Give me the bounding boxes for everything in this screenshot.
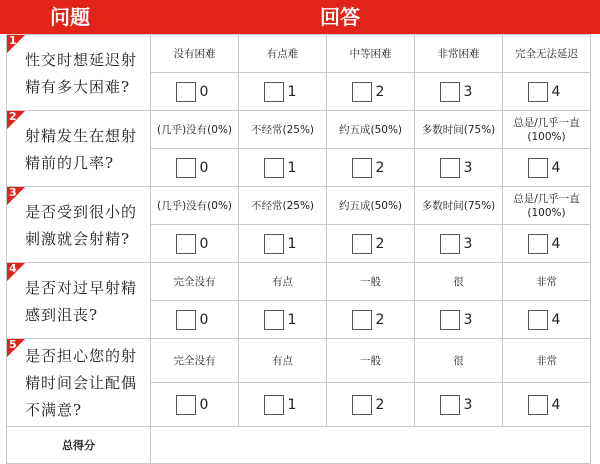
question-cell bbox=[7, 35, 151, 111]
option-checkbox[interactable] bbox=[440, 234, 460, 254]
option-checkbox[interactable] bbox=[264, 395, 284, 415]
option-checkbox-cell bbox=[239, 73, 327, 111]
option-checkbox[interactable] bbox=[528, 82, 548, 102]
option-label: 一般 bbox=[327, 263, 415, 301]
option-label: 一般 bbox=[327, 339, 415, 383]
option-checkbox-cell bbox=[415, 73, 503, 111]
option-checkbox-cell bbox=[503, 301, 591, 339]
option-label: 不经常(25%) bbox=[239, 111, 327, 149]
option-checkbox-cell bbox=[503, 225, 591, 263]
question-text: 是否受到很小的刺激就会射精? bbox=[25, 202, 138, 248]
option-checkbox[interactable] bbox=[264, 158, 284, 178]
option-checkbox[interactable] bbox=[176, 234, 196, 254]
option-checkbox-cell bbox=[415, 383, 503, 427]
option-checkbox-cell bbox=[151, 225, 239, 263]
option-label: 完全无法延迟 bbox=[503, 35, 591, 73]
option-checkbox[interactable] bbox=[352, 82, 372, 102]
option-checkbox-cell bbox=[503, 383, 591, 427]
question-row-labels bbox=[7, 263, 591, 301]
option-score: 1 bbox=[287, 83, 297, 100]
option-label: 中等困难 bbox=[327, 35, 415, 73]
header-answer: 回答 bbox=[320, 5, 360, 29]
question-cell bbox=[7, 111, 151, 187]
option-checkbox[interactable] bbox=[176, 395, 196, 415]
option-score: 2 bbox=[375, 235, 385, 252]
option-checkbox-cell bbox=[239, 301, 327, 339]
option-score: 2 bbox=[375, 159, 385, 176]
option-checkbox[interactable] bbox=[352, 395, 372, 415]
option-label: 没有困难 bbox=[151, 35, 239, 73]
option-score: 3 bbox=[463, 396, 473, 413]
option-score: 4 bbox=[551, 235, 561, 252]
option-checkbox-cell bbox=[503, 73, 591, 111]
option-label: 有点难 bbox=[239, 35, 327, 73]
option-checkbox[interactable] bbox=[176, 82, 196, 102]
option-label: (几乎)没有(0%) bbox=[151, 187, 239, 225]
option-checkbox-cell bbox=[327, 225, 415, 263]
option-label: 很 bbox=[415, 263, 503, 301]
option-checkbox[interactable] bbox=[176, 158, 196, 178]
question-row-labels bbox=[7, 35, 591, 73]
option-checkbox[interactable] bbox=[352, 310, 372, 330]
question-number: 5 bbox=[9, 338, 17, 351]
option-label: 完全没有 bbox=[151, 339, 239, 383]
option-label: 完全没有 bbox=[151, 263, 239, 301]
option-label: 非常困难 bbox=[415, 35, 503, 73]
option-checkbox-cell bbox=[415, 225, 503, 263]
total-score-row bbox=[7, 427, 591, 464]
option-checkbox[interactable] bbox=[264, 310, 284, 330]
question-cell bbox=[7, 339, 151, 427]
question-cell bbox=[7, 187, 151, 263]
option-label: 多数时间(75%) bbox=[415, 111, 503, 149]
option-checkbox[interactable] bbox=[176, 310, 196, 330]
option-checkbox[interactable] bbox=[528, 234, 548, 254]
option-score: 4 bbox=[551, 396, 561, 413]
option-label: 非常 bbox=[503, 263, 591, 301]
option-checkbox-cell bbox=[239, 225, 327, 263]
option-checkbox[interactable] bbox=[352, 234, 372, 254]
question-text: 性交时想延迟射精有多大困难? bbox=[25, 50, 138, 96]
option-score: 3 bbox=[463, 235, 473, 252]
option-label: 有点 bbox=[239, 263, 327, 301]
option-label: 约五成(50%) bbox=[327, 187, 415, 225]
option-score: 0 bbox=[199, 159, 209, 176]
option-checkbox-cell bbox=[503, 149, 591, 187]
option-checkbox[interactable] bbox=[528, 310, 548, 330]
option-checkbox[interactable] bbox=[440, 395, 460, 415]
option-checkbox[interactable] bbox=[264, 234, 284, 254]
question-text: 是否对过早射精感到沮丧? bbox=[25, 278, 138, 324]
option-checkbox[interactable] bbox=[352, 158, 372, 178]
option-checkbox-cell bbox=[151, 383, 239, 427]
option-label: 多数时间(75%) bbox=[415, 187, 503, 225]
question-row-labels bbox=[7, 339, 591, 383]
question-number: 1 bbox=[9, 34, 17, 47]
option-checkbox-cell bbox=[327, 149, 415, 187]
option-checkbox[interactable] bbox=[264, 82, 284, 102]
option-label: 总是/几乎一直(100%) bbox=[503, 111, 591, 149]
option-checkbox-cell bbox=[327, 301, 415, 339]
option-label: 约五成(50%) bbox=[327, 111, 415, 149]
option-checkbox-cell bbox=[415, 149, 503, 187]
option-checkbox-cell bbox=[151, 73, 239, 111]
option-checkbox[interactable] bbox=[440, 82, 460, 102]
option-checkbox-cell bbox=[239, 149, 327, 187]
option-label: 很 bbox=[415, 339, 503, 383]
option-checkbox[interactable] bbox=[528, 395, 548, 415]
question-number: 3 bbox=[9, 186, 17, 199]
option-label: 不经常(25%) bbox=[239, 187, 327, 225]
option-score: 0 bbox=[199, 396, 209, 413]
question-row-labels bbox=[7, 187, 591, 225]
option-score: 3 bbox=[463, 311, 473, 328]
option-score: 3 bbox=[463, 83, 473, 100]
option-label: 总是/几乎一直(100%) bbox=[503, 187, 591, 225]
question-number: 2 bbox=[9, 110, 17, 123]
option-score: 1 bbox=[287, 235, 297, 252]
questionnaire-table bbox=[6, 34, 591, 464]
option-checkbox-cell bbox=[239, 383, 327, 427]
option-checkbox[interactable] bbox=[440, 310, 460, 330]
question-text: 是否担心您的射精时间会让配偶不满意? bbox=[25, 347, 138, 419]
option-label: (几乎)没有(0%) bbox=[151, 111, 239, 149]
option-score: 0 bbox=[199, 311, 209, 328]
header-question: 问题 bbox=[50, 5, 90, 29]
option-score: 1 bbox=[287, 396, 297, 413]
question-cell bbox=[7, 263, 151, 339]
option-checkbox-cell bbox=[327, 383, 415, 427]
option-score: 0 bbox=[199, 83, 209, 100]
option-score: 0 bbox=[199, 235, 209, 252]
option-score: 2 bbox=[375, 396, 385, 413]
option-checkbox-cell bbox=[151, 149, 239, 187]
option-checkbox[interactable] bbox=[440, 158, 460, 178]
option-label: 非常 bbox=[503, 339, 591, 383]
option-checkbox[interactable] bbox=[528, 158, 548, 178]
question-row-labels bbox=[7, 111, 591, 149]
question-number: 4 bbox=[9, 262, 17, 275]
table-header bbox=[0, 0, 600, 34]
total-score-label: 总得分 bbox=[7, 427, 151, 464]
option-score: 4 bbox=[551, 311, 561, 328]
option-score: 2 bbox=[375, 311, 385, 328]
option-score: 1 bbox=[287, 311, 297, 328]
option-label: 有点 bbox=[239, 339, 327, 383]
option-score: 2 bbox=[375, 83, 385, 100]
option-checkbox-cell bbox=[415, 301, 503, 339]
total-score-value-cell[interactable] bbox=[151, 427, 591, 464]
option-score: 4 bbox=[551, 83, 561, 100]
option-score: 1 bbox=[287, 159, 297, 176]
option-score: 3 bbox=[463, 159, 473, 176]
option-checkbox-cell bbox=[151, 301, 239, 339]
question-text: 射精发生在想射精前的几率? bbox=[25, 126, 138, 172]
option-score: 4 bbox=[551, 159, 561, 176]
option-checkbox-cell bbox=[327, 73, 415, 111]
